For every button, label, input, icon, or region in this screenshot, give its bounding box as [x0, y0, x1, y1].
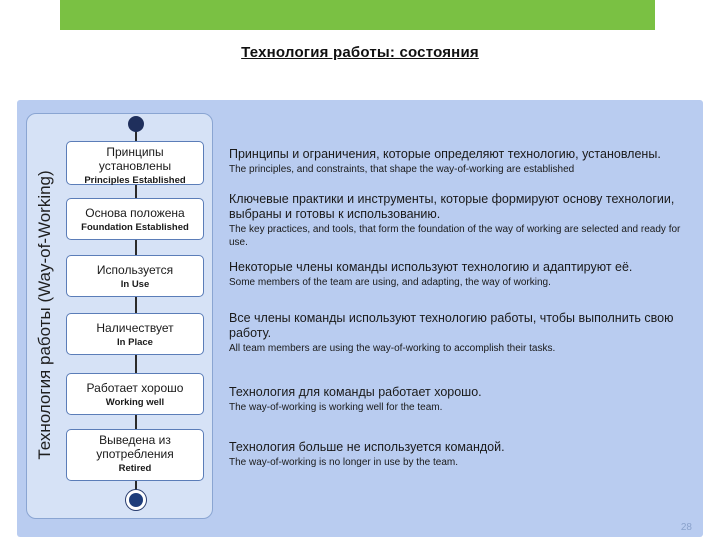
- state-label-en: Principles Established: [84, 175, 186, 186]
- description-principles-established: [229, 147, 691, 176]
- state-foundation-established: [66, 198, 204, 240]
- description-working-well: [229, 385, 691, 414]
- description-retired: [229, 440, 691, 469]
- description-en: The key practices, and tools, that form the foundation of the way of working are selected and ready for use.: [229, 224, 681, 248]
- state-label-ru: Принципы установлены: [98, 145, 172, 173]
- state-in-use: [66, 255, 204, 297]
- state-label-en: Foundation Established: [81, 222, 189, 233]
- state-label-en: Retired: [118, 463, 152, 474]
- lane-title: [30, 113, 60, 517]
- state-in-place: [66, 313, 204, 355]
- description-ru: Технология больше не используется командой.: [229, 440, 505, 454]
- header-accent-bar: [60, 0, 655, 30]
- description-ru: Некоторые члены команды используют технологию и адаптируют её.: [229, 260, 633, 274]
- state-label-ru: Основа положена: [85, 206, 185, 220]
- state-label-en: Working well: [105, 397, 165, 408]
- description-en: Some members of the team are using, and adapting, the way of working.: [229, 277, 551, 288]
- state-retired: [66, 429, 204, 481]
- description-foundation-established: [229, 192, 691, 249]
- description-in-place: [229, 311, 691, 355]
- description-in-use: [229, 260, 691, 289]
- state-label-en: In Place: [117, 337, 153, 348]
- description-en: The way-of-working is no longer in use by the team.: [229, 457, 458, 468]
- state-label-ru: Используется: [96, 263, 174, 277]
- start-node: [128, 116, 144, 132]
- description-en: The way-of-working is working well for the team.: [229, 402, 443, 413]
- state-label-en: In Use: [120, 279, 150, 290]
- state-label-ru: Наличествует: [96, 321, 174, 335]
- state-label-ru: Работает хорошо: [86, 381, 184, 395]
- state-principles-established: [66, 141, 204, 185]
- lane-title-text: Технология работы (Way-of-Working): [35, 170, 54, 460]
- state-label-ru: Выведена из употребления: [96, 433, 174, 461]
- description-ru: Технология для команды работает хорошо.: [229, 385, 482, 399]
- slide-title: Технология работы: состояния: [241, 44, 479, 61]
- description-ru: Принципы и ограничения, которые определяют технологию, установлены.: [229, 147, 661, 161]
- page-number: 28: [680, 522, 692, 533]
- end-node: [125, 489, 147, 511]
- state-working-well: [66, 373, 204, 415]
- description-ru: Ключевые практики и инструменты, которые формируют основу технологии, выбраны и готовы к использованию.: [229, 192, 675, 221]
- description-en: The principles, and constraints, that shape the way-of-working are established: [229, 164, 575, 175]
- description-en: All team members are using the way-of-working to accomplish their tasks.: [229, 343, 556, 354]
- description-ru: Все члены команды используют технологию работы, чтобы выполнить свою работу.: [229, 311, 674, 340]
